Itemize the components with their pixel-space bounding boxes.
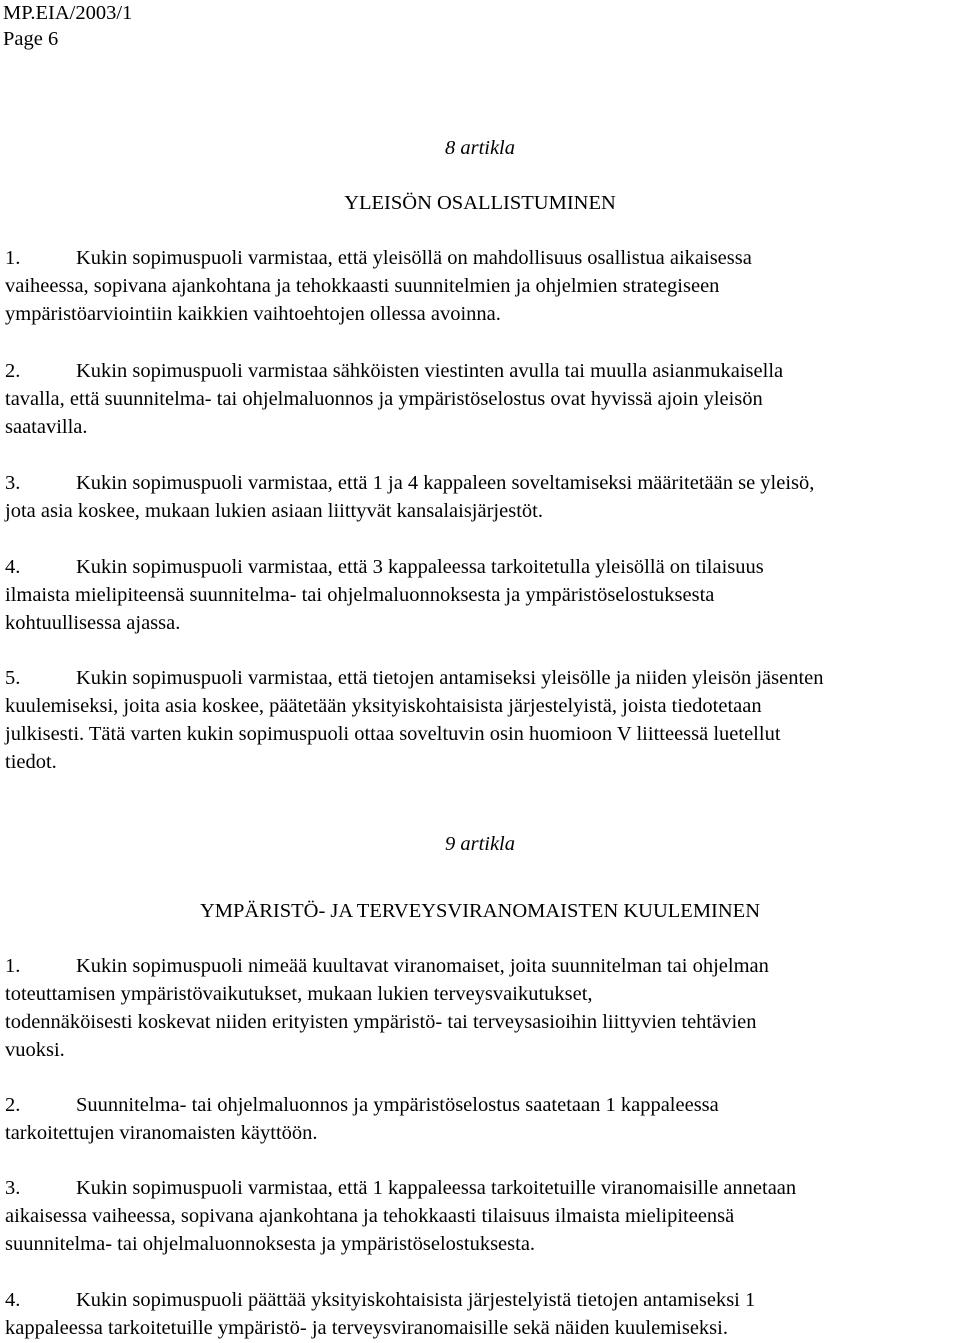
paragraph-line: tarkoitettujen viranomaisten käyttöön. <box>5 1122 318 1144</box>
paragraph-line <box>5 357 960 385</box>
paragraph-line: kappaleessa tarkoitetuille ympäristö- ja terveysviranomaisille sekä näiden kuulemiseksi. <box>5 1317 728 1339</box>
article-8-title: YLEISÖN OSALLISTUMINEN <box>344 192 616 214</box>
paragraph-line: julkisesti. Tätä varten kukin sopimuspuoli ottaa soveltuvin osin huomioon V liitteessä luetellut <box>5 723 781 745</box>
paragraph-text: Suunnitelma- tai ohjelmaluonnos ja ympäristöselostus saatetaan 1 kappaleessa <box>76 1094 719 1116</box>
article-8-paragraph-4 <box>5 553 960 637</box>
paragraph-line: tavalla, että suunnitelma- tai ohjelmaluonnos ja ympäristöselostus ovat hyvissä ajoin yleisön <box>5 388 763 410</box>
article-8-paragraph-1 <box>5 244 960 328</box>
paragraph-line: tiedot. <box>5 751 57 773</box>
paragraph-number: 1. <box>5 955 21 977</box>
article-8-paragraph-3 <box>5 469 960 525</box>
paragraph-number: 4. <box>5 556 21 578</box>
paragraph-text: Kukin sopimuspuoli päättää yksityiskohtaisista järjestelyistä tietojen antamiseksi 1 <box>76 1289 756 1311</box>
paragraph-line: ympäristöarviointiin kaikkien vaihtoehtojen ollessa avoinna. <box>5 303 501 325</box>
page-header <box>3 0 132 52</box>
article-8-paragraph-2 <box>5 357 960 441</box>
paragraph-text: Kukin sopimuspuoli varmistaa, että 1 kappaleessa tarkoitetuille viranomaisille annetaan <box>76 1177 797 1199</box>
document-id: MP.EIA/2003/1 <box>3 2 133 24</box>
article-9-paragraph-3 <box>5 1174 960 1258</box>
paragraph-number: 1. <box>5 247 21 269</box>
paragraph-line <box>5 952 960 980</box>
paragraph-text: Kukin sopimuspuoli varmistaa sähköisten viestinten avulla tai muulla asianmukaisella <box>76 360 784 382</box>
paragraph-text: Kukin sopimuspuoli varmistaa, että 3 kappaleessa tarkoitetulla yleisöllä on tilaisuus <box>76 556 764 578</box>
paragraph-line: vaiheessa, sopivana ajankohtana ja tehokkaasti suunnitelmien ja ohjelmien strategiseen <box>5 275 720 297</box>
article-9-paragraph-1 <box>5 952 960 1064</box>
paragraph-text: Kukin sopimuspuoli nimeää kuultavat viranomaiset, joita suunnitelman tai ohjelman <box>76 955 769 977</box>
article-9-paragraph-4 <box>5 1286 960 1342</box>
paragraph-line: ilmaista mielipiteensä suunnitelma- tai ohjelmaluonnoksesta ja ympäristöselostuksesta <box>5 584 715 606</box>
paragraph-number: 5. <box>5 667 21 689</box>
paragraph-line: toteuttamisen ympäristövaikutukset, mukaan lukien terveysvaikutukset, <box>5 983 593 1005</box>
paragraph-line: suunnitelma- tai ohjelmaluonnoksesta ja ympäristöselostuksesta. <box>5 1233 536 1255</box>
paragraph-number: 3. <box>5 472 21 494</box>
page-number: Page 6 <box>3 28 59 50</box>
paragraph-line <box>5 244 960 272</box>
paragraph-number: 4. <box>5 1289 21 1311</box>
paragraph-line: todennäköisesti koskevat niiden erityisten ympäristö- tai terveysasioihin liittyvien tehtävien <box>5 1011 757 1033</box>
paragraph-line: jota asia koskee, mukaan lukien asiaan liittyvät kansalaisjärjestöt. <box>5 500 543 522</box>
paragraph-line: saatavilla. <box>5 416 88 438</box>
paragraph-text: Kukin sopimuspuoli varmistaa, että 1 ja 4 kappaleen soveltamiseksi määritetään se yleisö, <box>76 472 815 494</box>
paragraph-text: Kukin sopimuspuoli varmistaa, että tietojen antamiseksi yleisölle ja niiden yleisön jäsenten <box>76 667 824 689</box>
paragraph-number: 2. <box>5 360 21 382</box>
article-8-number: 8 artikla <box>444 137 516 159</box>
paragraph-line <box>5 469 960 497</box>
paragraph-line <box>5 553 960 581</box>
paragraph-line <box>5 1174 960 1202</box>
paragraph-text: Kukin sopimuspuoli varmistaa, että yleisöllä on mahdollisuus osallistua aikaisessa <box>76 247 752 269</box>
paragraph-line: aikaisessa vaiheessa, sopivana ajankohtana ja tehokkaasti tilaisuus ilmaista mielipiteensä <box>5 1205 735 1227</box>
paragraph-line: kuulemiseksi, joita asia koskee, päätetään yksityiskohtaisista järjestelyistä, joista tiedotetaan <box>5 695 762 717</box>
paragraph-line <box>5 1286 960 1314</box>
article-9-title: YMPÄRISTÖ- JA TERVEYSVIRANOMAISTEN KUULEMINEN <box>199 900 761 922</box>
paragraph-line: vuoksi. <box>5 1039 65 1061</box>
article-9-paragraph-2 <box>5 1091 960 1147</box>
paragraph-line <box>5 664 960 692</box>
paragraph-line: kohtuullisessa ajassa. <box>5 612 181 634</box>
paragraph-number: 3. <box>5 1177 21 1199</box>
paragraph-line <box>5 1091 960 1119</box>
paragraph-number: 2. <box>5 1094 21 1116</box>
article-9-number: 9 artikla <box>444 833 516 855</box>
article-8-paragraph-5 <box>5 664 960 776</box>
